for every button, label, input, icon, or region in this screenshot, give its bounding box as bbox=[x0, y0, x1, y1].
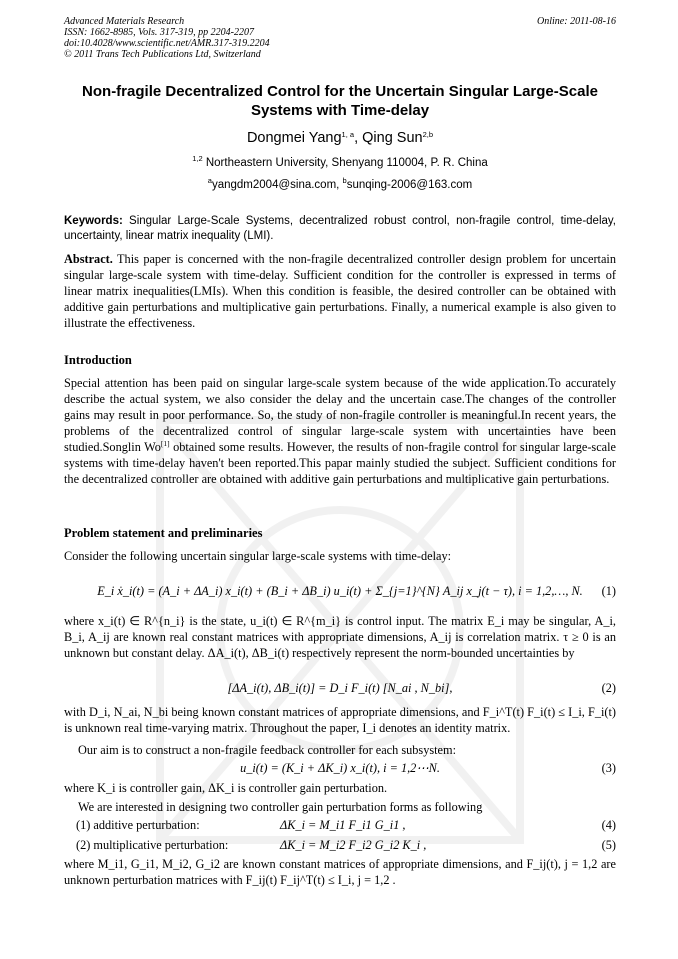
author-1: Dongmei Yang bbox=[246, 130, 342, 146]
equation-5-body: ΔK_i = M_i2 F_i2 G_i2 K_i , bbox=[280, 838, 427, 852]
email-a[interactable]: yangdm2004@sina.com bbox=[211, 179, 337, 191]
abstract-label: Abstract. bbox=[64, 252, 113, 266]
doi-line: doi:10.4028/www.scientific.net/AMR.317-319.2204 bbox=[64, 38, 270, 49]
keywords bbox=[64, 214, 616, 244]
intro-text-a: Special attention has been paid on singular large-scale system because of the wide application.To accurately describe the actual system, we also consider the delay and the uncertain case.The changes of the controller gains may result in poor performance. So, the study of non-fragile controller is meaningful.In recent years, the problems of the decentralized control of singular large-scale system with uncertainties have been studied.Songlin Wo bbox=[64, 376, 616, 454]
issn-line: ISSN: 1662-8985, Vols. 317-319, pp 2204-2207 bbox=[64, 27, 254, 38]
equation-1-number: (1) bbox=[601, 584, 616, 598]
abstract-text: This paper is concerned with the non-fragile decentralized controller design problem for uncertain singular large-scale system with time-delay. Sufficient condition for the controller is expressed in terms of linear matrix inequalities(LMIs). When this condition is feasible, the desired controller can be obtained with additive gain perturbations and multiplicative gain perturbations. Finally, a numerical example is also given to illustrate the effectiveness. bbox=[64, 252, 616, 330]
intro-paragraph bbox=[64, 375, 616, 487]
problem-intro: Consider the following uncertain singular large-scale systems with time-delay: bbox=[64, 549, 452, 563]
keywords-text: Singular Large-Scale Systems, decentralized robust control, non-fragile control, time-delay, uncertainty, linear matrix inequality (LMI). bbox=[64, 215, 616, 242]
uncertainty-definition: with D_i, N_ai, N_bi being known constant matrices of appropriate dimensions, and F_i^T(t) F_i(t) ≤ I_i, F_i(t) is unknown real time-varying matrix. Throughout the paper, I_i denotes an identity matrix. bbox=[64, 705, 616, 735]
equation-4-body: ΔK_i = M_i1 F_i1 G_i1 , bbox=[280, 818, 406, 832]
citation-1[interactable]: [1] bbox=[160, 439, 170, 448]
online-date: Online: 2011-08-16 bbox=[537, 16, 616, 27]
equation-2-body: [ΔA_i(t), ΔB_i(t)] = D_i F_i(t) [N_ai , N_bi], bbox=[227, 681, 453, 695]
affiliation-text: Northeastern University, Shenyang 110004, P. R. China bbox=[202, 157, 488, 169]
equation-2 bbox=[64, 679, 616, 697]
journal-header bbox=[64, 16, 616, 60]
abstract bbox=[64, 251, 616, 331]
email-b[interactable]: sunqing-2006@163.com bbox=[346, 179, 473, 191]
equation-2-number: (2) bbox=[601, 681, 616, 695]
equation-5-number: (5) bbox=[601, 838, 616, 852]
problem-heading: Problem statement and preliminaries bbox=[64, 526, 263, 540]
aim-statement: Our aim is to construct a non-fragile feedback controller for each subsystem: bbox=[78, 743, 456, 757]
equation-3-body: u_i(t) = (K_i + ΔK_i) x_i(t), i = 1,2⋯N. bbox=[240, 761, 440, 775]
email-a-marker: a bbox=[207, 176, 212, 185]
paper-title bbox=[64, 82, 616, 120]
author-2: Qing Sun bbox=[362, 130, 423, 146]
equation-1 bbox=[64, 582, 616, 600]
equation-4-number: (4) bbox=[601, 818, 616, 832]
author-2-affil: 2,b bbox=[422, 130, 434, 139]
perturbation-intro: We are interested in designing two controller gain perturbation forms as following bbox=[78, 800, 483, 814]
author-1-affil: 1, a bbox=[341, 130, 355, 139]
additive-label: (1) additive perturbation: bbox=[76, 818, 200, 832]
intro-text-b: obtained some results. However, the results of non-fragile control for singular large-scale systems with time-delay haven't been reported.This papar mainly studied the subject. Sufficient conditions for the decentralized controller are obtained with additive gain perturbations and multiplicative gain perturbations. bbox=[64, 440, 616, 486]
copyright-line: © 2011 Trans Tech Publications Ltd, Switzerland bbox=[64, 49, 261, 60]
equation-4 bbox=[64, 816, 616, 834]
author-emails bbox=[64, 178, 616, 192]
equation-1-body: E_i ẋ_i(t) = (A_i + ΔA_i) x_i(t) + (B_i + ΔB_i) u_i(t) + Σ_{j=1}^{N} A_ij x_j(t − τ), i = 1,2,…, N. bbox=[97, 584, 583, 598]
state-definition: where x_i(t) ∈ R^{n_i} is the state, u_i(t) ∈ R^{m_i} is control input. The matrix E_i may be singular, A_i, B_i, A_ij are known real constant matrices with appropriate dimensions, A_ij is correlation matrix. τ ≥ 0 is an unknown but constant delay. ΔA_i(t), ΔB_i(t) respectively represent the norm-bounded uncertainties by bbox=[64, 614, 616, 660]
author-list bbox=[64, 129, 616, 147]
email-b-marker: b bbox=[342, 176, 347, 185]
perturbation-matrices: where M_i1, G_i1, M_i2, G_i2 are known constant matrices of appropriate dimensions, and F_ij(t), j = 1,2 are unknown perturbation matrices with F_ij(t) F_ij^T(t) ≤ I_i, j = 1,2 . bbox=[64, 857, 616, 887]
multiplicative-label: (2) multiplicative perturbation: bbox=[76, 838, 229, 852]
keywords-label: Keywords: bbox=[64, 215, 123, 227]
affiliation-marker: 1,2 bbox=[192, 154, 203, 163]
equation-5 bbox=[64, 836, 616, 854]
equation-3 bbox=[64, 759, 616, 777]
affiliation bbox=[64, 156, 616, 170]
journal-name: Advanced Materials Research bbox=[64, 16, 185, 27]
equation-3-number: (3) bbox=[601, 761, 616, 775]
gain-definition: where K_i is controller gain, ΔK_i is controller gain perturbation. bbox=[64, 781, 388, 795]
author-separator: , bbox=[354, 130, 363, 146]
email-separator: , bbox=[336, 179, 343, 191]
intro-heading: Introduction bbox=[64, 353, 132, 367]
title-line-2: Systems with Time-delay bbox=[250, 102, 430, 119]
title-line-1: Non-fragile Decentralized Control for the Uncertain Singular Large-Scale bbox=[82, 83, 598, 100]
